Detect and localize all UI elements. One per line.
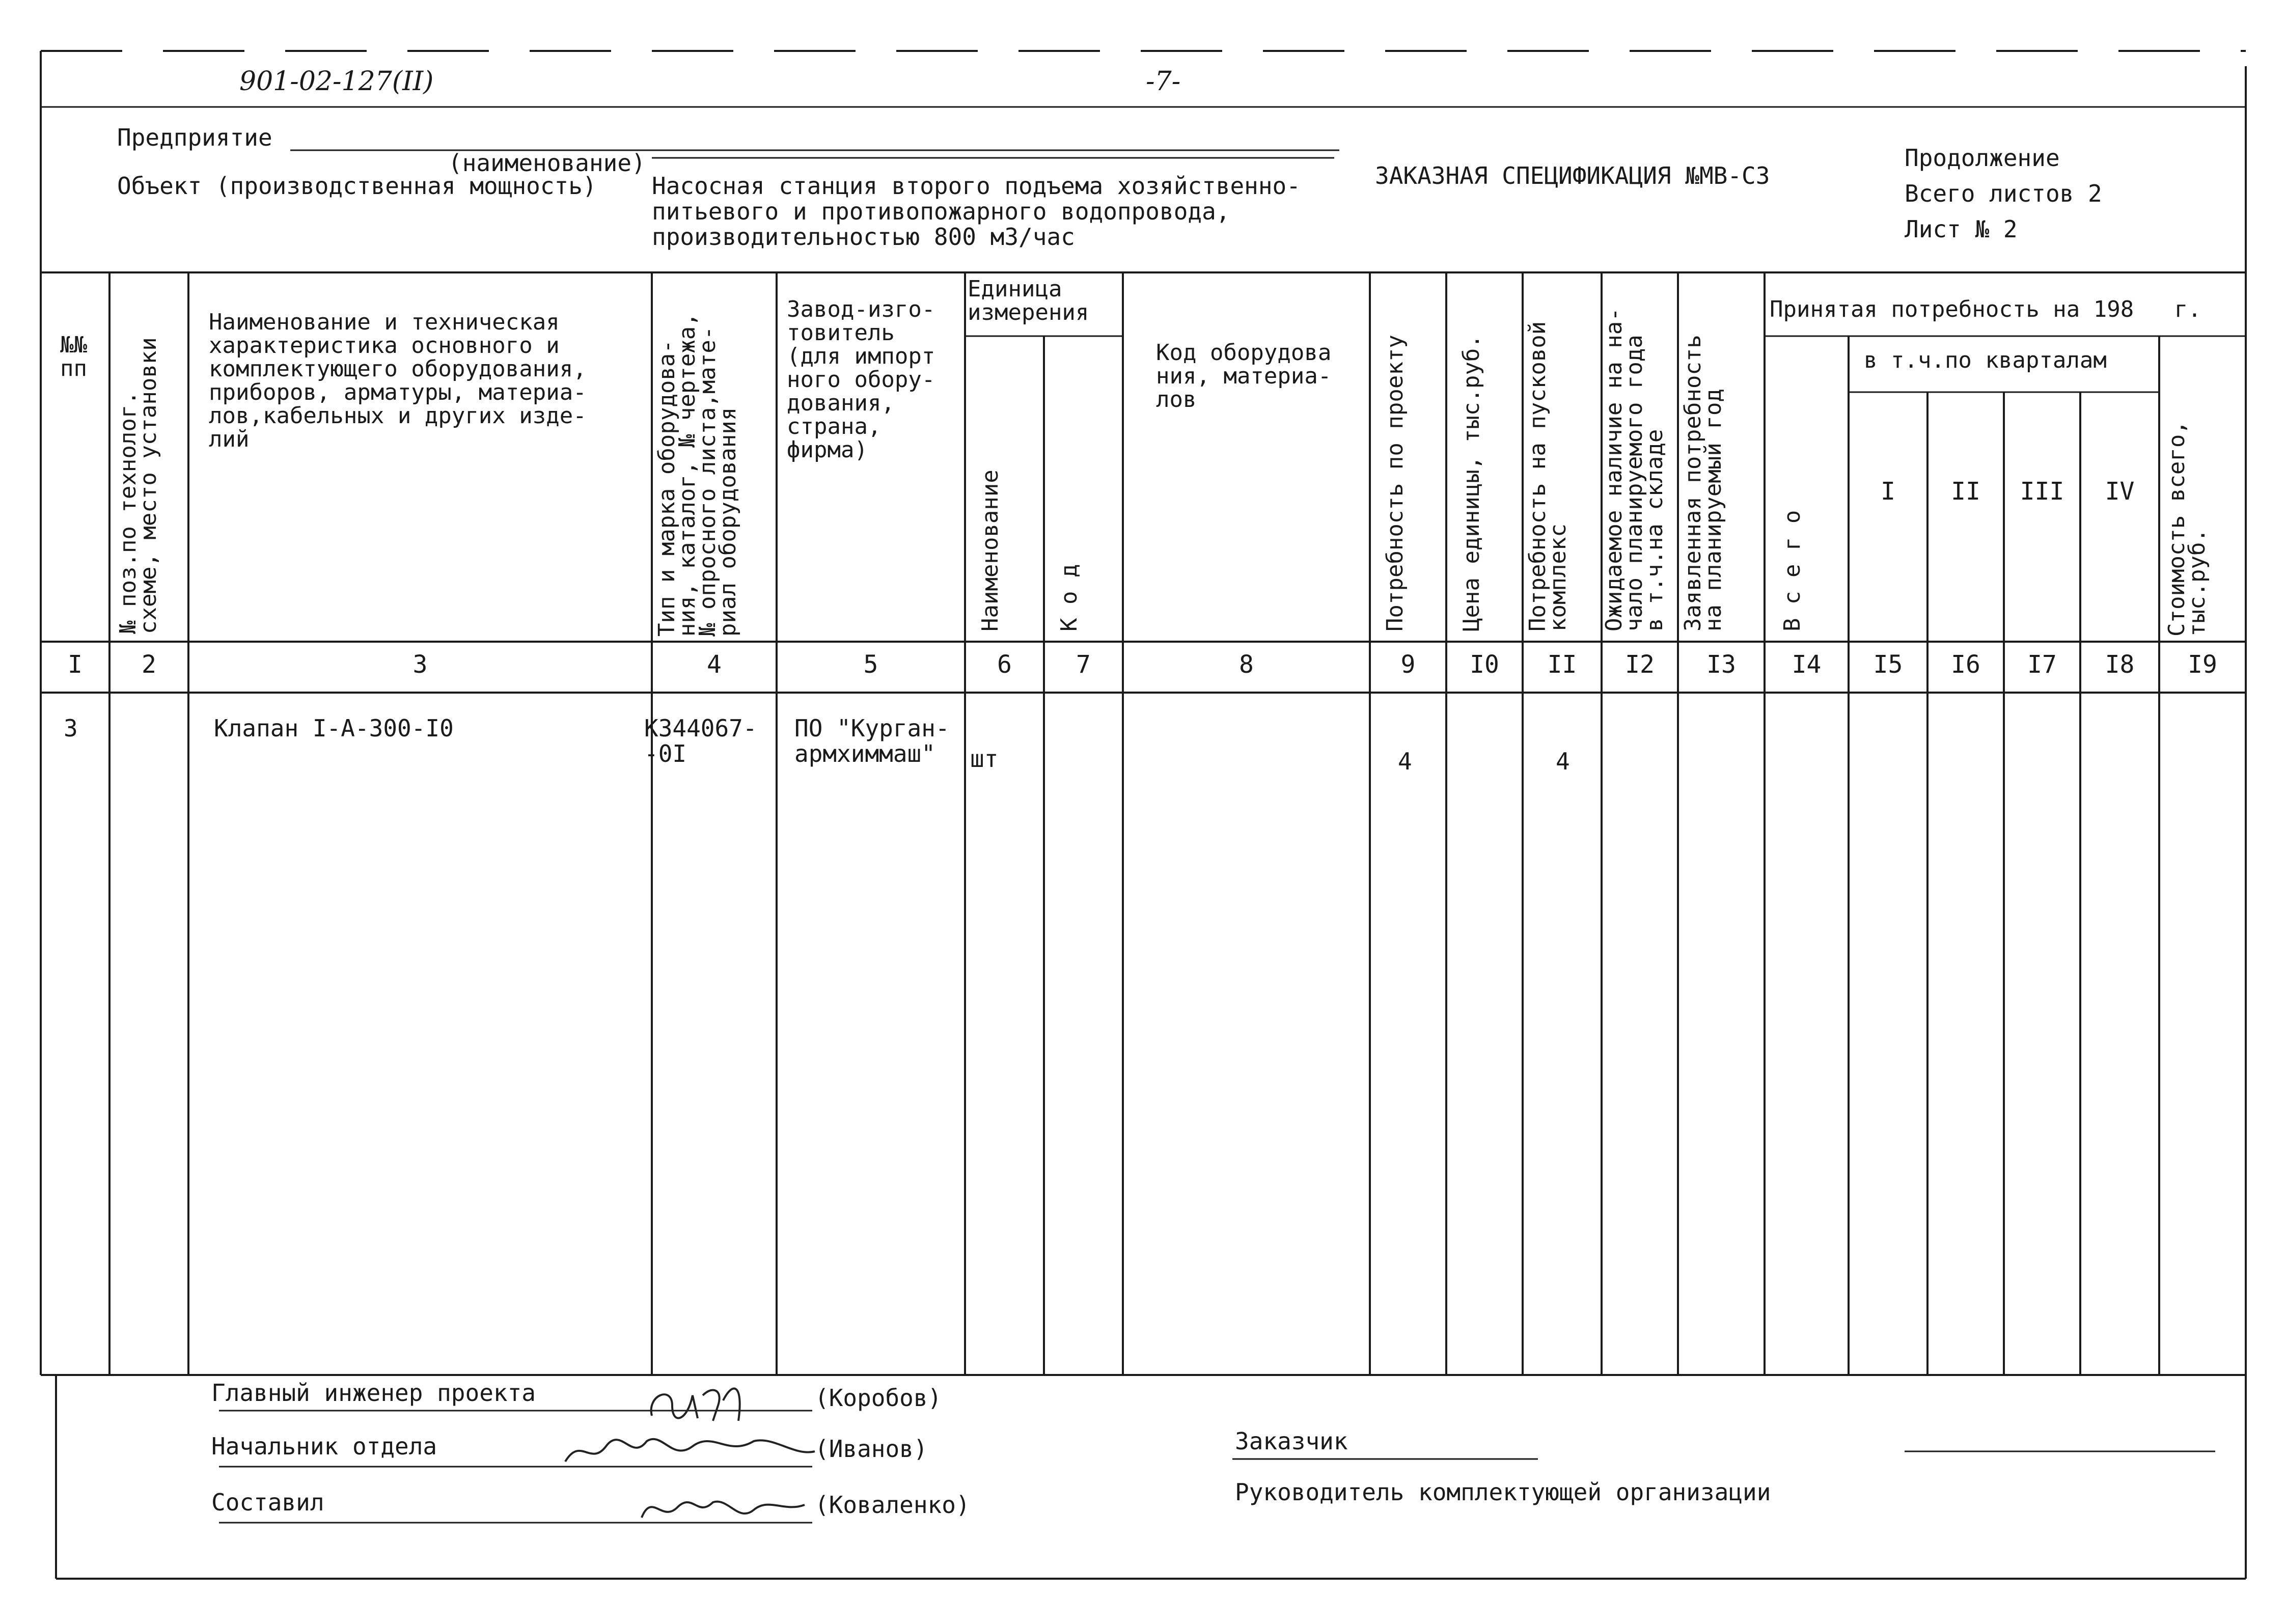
col-number: I2 bbox=[1625, 650, 1655, 679]
col-number: I4 bbox=[1792, 650, 1822, 679]
unit-header: Единица измерения bbox=[968, 276, 1089, 325]
col-number: I bbox=[68, 650, 82, 679]
col-number: I5 bbox=[1873, 650, 1903, 679]
object-line-1: Насосная станция второго подъема хозяйственно- bbox=[652, 172, 1301, 200]
compiled-signature bbox=[637, 1487, 820, 1533]
row-item-type: К344067- -0I bbox=[644, 714, 757, 767]
col-17-header: III bbox=[2020, 477, 2064, 506]
chief-engineer-name: (Коробов) bbox=[815, 1384, 942, 1412]
col-11-header: Потребность на пусковой комплекс bbox=[1525, 321, 1571, 631]
dept-head-name: (Иванов) bbox=[815, 1435, 928, 1463]
spec-title: ЗАКАЗНАЯ СПЕЦИФИКАЦИЯ №МВ-С3 bbox=[1375, 162, 1770, 189]
page-number: -7- bbox=[1146, 66, 1181, 97]
col-12-header: Ожидаемое наличие на на- чало планируемого года в т.ч.на складе bbox=[1601, 308, 1668, 631]
col-number: 3 bbox=[412, 650, 428, 679]
col-5-header: Завод-изго- товитель (для импорт ного обору- дования, страна, фирма) bbox=[787, 296, 935, 463]
document-code: 901-02-127(II) bbox=[239, 66, 434, 97]
quarters-header: в т.ч.по кварталам bbox=[1864, 347, 2107, 373]
chief-engineer-signature bbox=[642, 1375, 754, 1431]
col-number: 7 bbox=[1076, 650, 1091, 679]
col-number: 9 bbox=[1400, 650, 1416, 679]
col-18-header: IV bbox=[2105, 477, 2135, 506]
col-number: I3 bbox=[1706, 650, 1736, 679]
col-number: 5 bbox=[863, 650, 878, 679]
object-label: Объект (производственная мощность) bbox=[117, 172, 597, 200]
sheet-number: Лист № 2 bbox=[1905, 215, 2018, 243]
continuation-label: Продолжение bbox=[1905, 144, 2060, 172]
col-10-header: Цена единицы, тыс.руб. bbox=[1458, 335, 1484, 631]
name-hint: (наименование) bbox=[448, 149, 646, 177]
row-item-name: Клапан I-A-300-I0 bbox=[214, 714, 454, 742]
supplier-head-label: Руководитель комплектующей организации bbox=[1235, 1478, 1771, 1506]
col-2-header: № поз.по технолог. схеме, место установки bbox=[115, 337, 161, 634]
enterprise-label: Предприятие bbox=[117, 124, 272, 151]
dept-head-signature bbox=[560, 1426, 825, 1477]
row-pp: 3 bbox=[64, 714, 78, 742]
col-9-header: Потребность по проекту bbox=[1382, 335, 1408, 631]
col-3-header: Наименование и техническая характеристика основного и комплектующего оборудования, приборов, арматуры, материа- лов,кабельных и других изде- лий bbox=[209, 309, 587, 452]
col-1-header: №№ пп bbox=[60, 332, 87, 381]
col-6-header: Наименование bbox=[977, 470, 1003, 631]
chief-engineer-label: Главный инженер проекта bbox=[211, 1379, 536, 1407]
col-16-header: II bbox=[1951, 477, 1980, 506]
accepted-header: Принятая потребность на 198 г. bbox=[1770, 296, 2201, 322]
total-sheets: Всего листов 2 bbox=[1905, 180, 2102, 207]
col-number: II bbox=[1547, 650, 1577, 679]
customer-label: Заказчик bbox=[1235, 1427, 1348, 1455]
row-need-project: 4 bbox=[1398, 748, 1412, 775]
row-unit-name: шт bbox=[970, 745, 999, 773]
col-number: I9 bbox=[2188, 650, 2217, 679]
col-number: I8 bbox=[2105, 650, 2135, 679]
row-need-launch: 4 bbox=[1556, 748, 1570, 775]
col-4-header: Тип и марка оборудова- ния, каталог, № чертежа, № опросного листа,мате- риал оборудования bbox=[654, 313, 741, 637]
col-15-header: I bbox=[1881, 477, 1895, 506]
compiled-label: Составил bbox=[211, 1489, 324, 1516]
object-line-3: производительностью 800 м3/час bbox=[652, 223, 1075, 251]
row-item-maker: ПО "Курган- армхиммаш" bbox=[794, 714, 950, 767]
col-number: 6 bbox=[997, 650, 1012, 679]
col-number: 8 bbox=[1239, 650, 1254, 679]
col-13-header: Заявленная потребность на планируемый год bbox=[1680, 335, 1726, 631]
compiled-name: (Коваленко) bbox=[815, 1491, 970, 1519]
col-7-header: К о д bbox=[1056, 564, 1082, 631]
col-number: I7 bbox=[2027, 650, 2057, 679]
object-line-2: питьевого и противопожарного водопровода, bbox=[652, 198, 1230, 225]
col-number: 4 bbox=[707, 650, 722, 679]
col-number: 2 bbox=[142, 650, 156, 679]
col-19-header: Стоимость всего, тыс.руб. bbox=[2164, 421, 2210, 637]
col-number: I0 bbox=[1470, 650, 1499, 679]
col-number: I6 bbox=[1951, 650, 1980, 679]
col-14-header: В с е г о bbox=[1779, 510, 1805, 631]
col-8-header: Код оборудова ния, материа- лов bbox=[1156, 340, 1332, 412]
dept-head-label: Начальник отдела bbox=[211, 1433, 437, 1460]
